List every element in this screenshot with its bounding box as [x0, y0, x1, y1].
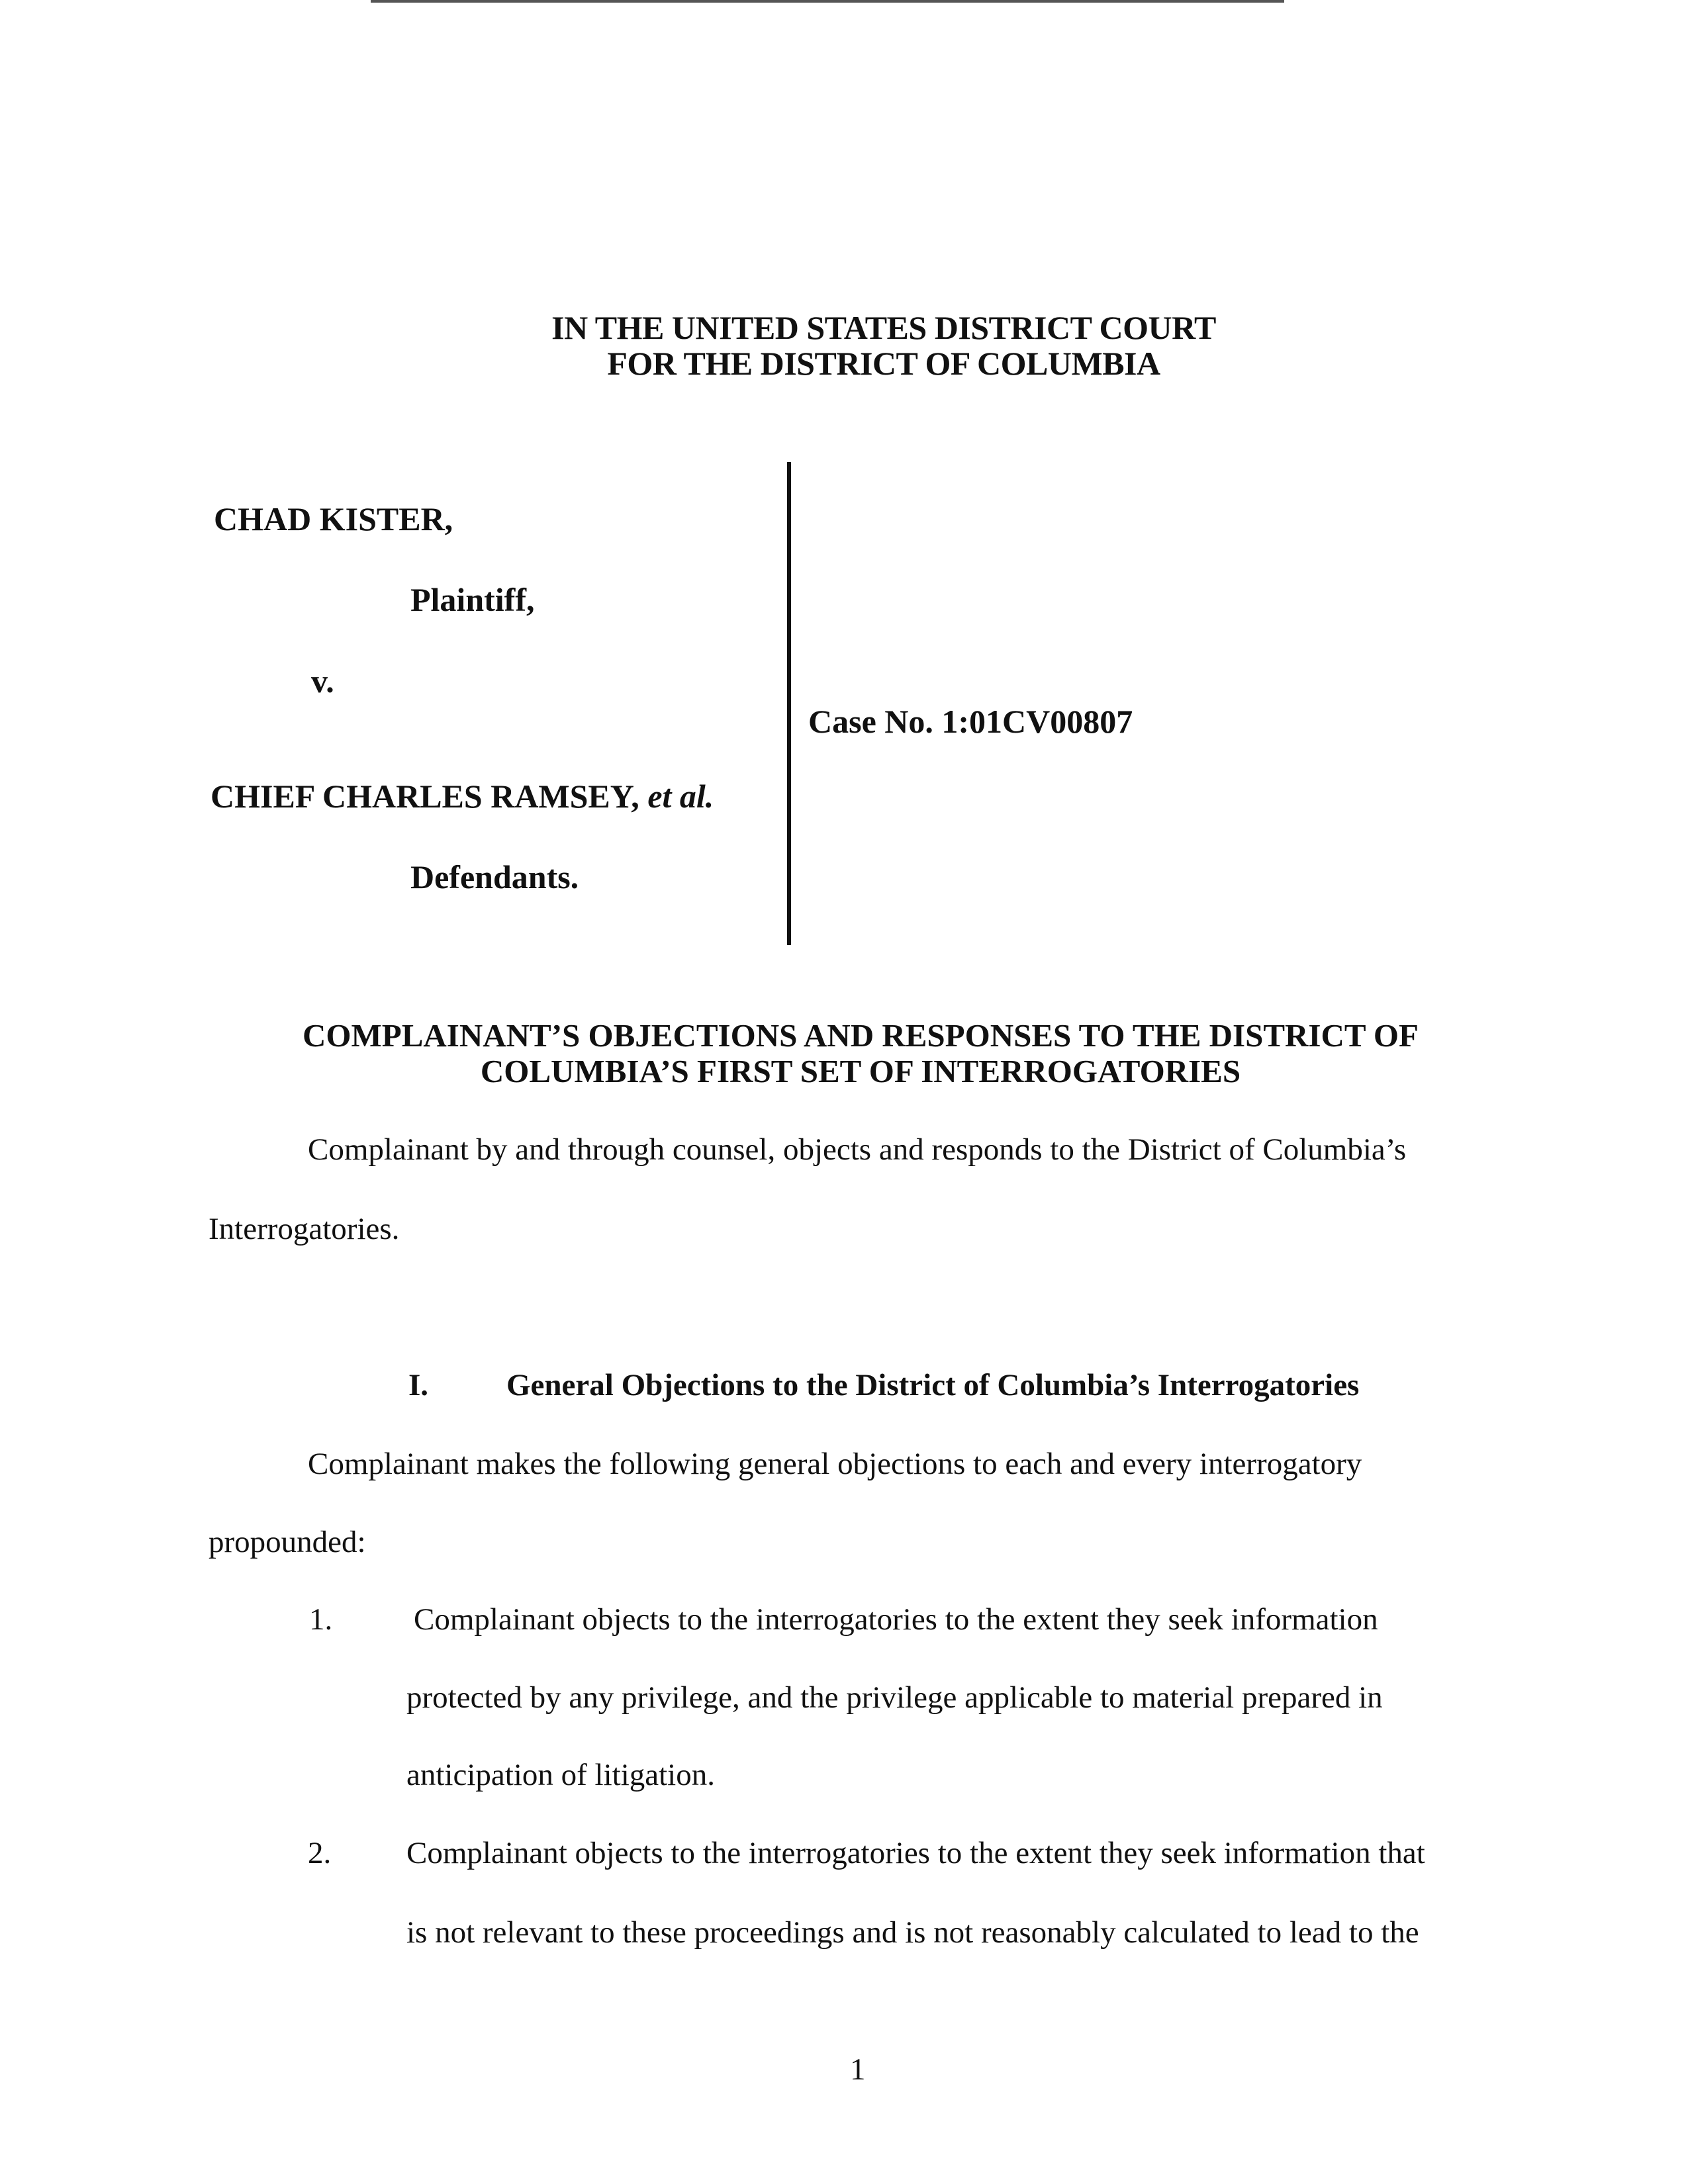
- defendant-et-al: et al.: [647, 778, 714, 815]
- section-lead-line-2: propounded:: [209, 1525, 366, 1559]
- scan-edge-line: [371, 0, 1284, 3]
- objection-1-line-3: anticipation of litigation.: [406, 1758, 715, 1792]
- court-name-line-2: FOR THE DISTRICT OF COLUMBIA: [607, 345, 1160, 382]
- versus: v.: [311, 662, 334, 700]
- intro-line-2: Interrogatories.: [209, 1212, 400, 1246]
- defendant-role: Defendants.: [410, 858, 579, 895]
- intro-line-1: Complainant by and through counsel, objects and responds to the District of Columbia’s: [308, 1132, 1407, 1167]
- defendant-name: [211, 777, 714, 815]
- page-number: 1: [850, 2052, 866, 2087]
- case-number: Case No. 1:01CV00807: [808, 703, 1133, 740]
- plaintiff-name: CHAD KISTER,: [214, 500, 453, 537]
- objection-1-number: 1.: [309, 1602, 333, 1637]
- caption-divider: [787, 462, 791, 945]
- plaintiff-role: Plaintiff,: [410, 581, 535, 618]
- section-numeral: I.: [408, 1368, 429, 1402]
- document-title-line-1: COMPLAINANT’S OBJECTIONS AND RESPONSES TO THE DISTRICT OF: [303, 1017, 1419, 1054]
- document-title-line-2: COLUMBIA’S FIRST SET OF INTERROGATORIES: [480, 1053, 1241, 1089]
- objection-1-line-1: Complainant objects to the interrogatories to the extent they seek information: [414, 1602, 1378, 1637]
- objection-2-line-2: is not relevant to these proceedings and is not reasonably calculated to lead to the: [406, 1915, 1419, 1950]
- court-name-line-1: IN THE UNITED STATES DISTRICT COURT: [551, 309, 1216, 346]
- section-heading: General Objections to the District of Columbia’s Interrogatories: [506, 1368, 1360, 1402]
- section-lead-line-1: Complainant makes the following general objections to each and every interrogatory: [308, 1447, 1362, 1481]
- objection-2-number: 2.: [308, 1836, 332, 1870]
- objection-1-line-2: protected by any privilege, and the privilege applicable to material prepared in: [406, 1680, 1383, 1715]
- defendant-name-text: CHIEF CHARLES RAMSEY,: [211, 778, 648, 815]
- objection-2-line-1: Complainant objects to the interrogatories to the extent they seek information that: [406, 1836, 1425, 1870]
